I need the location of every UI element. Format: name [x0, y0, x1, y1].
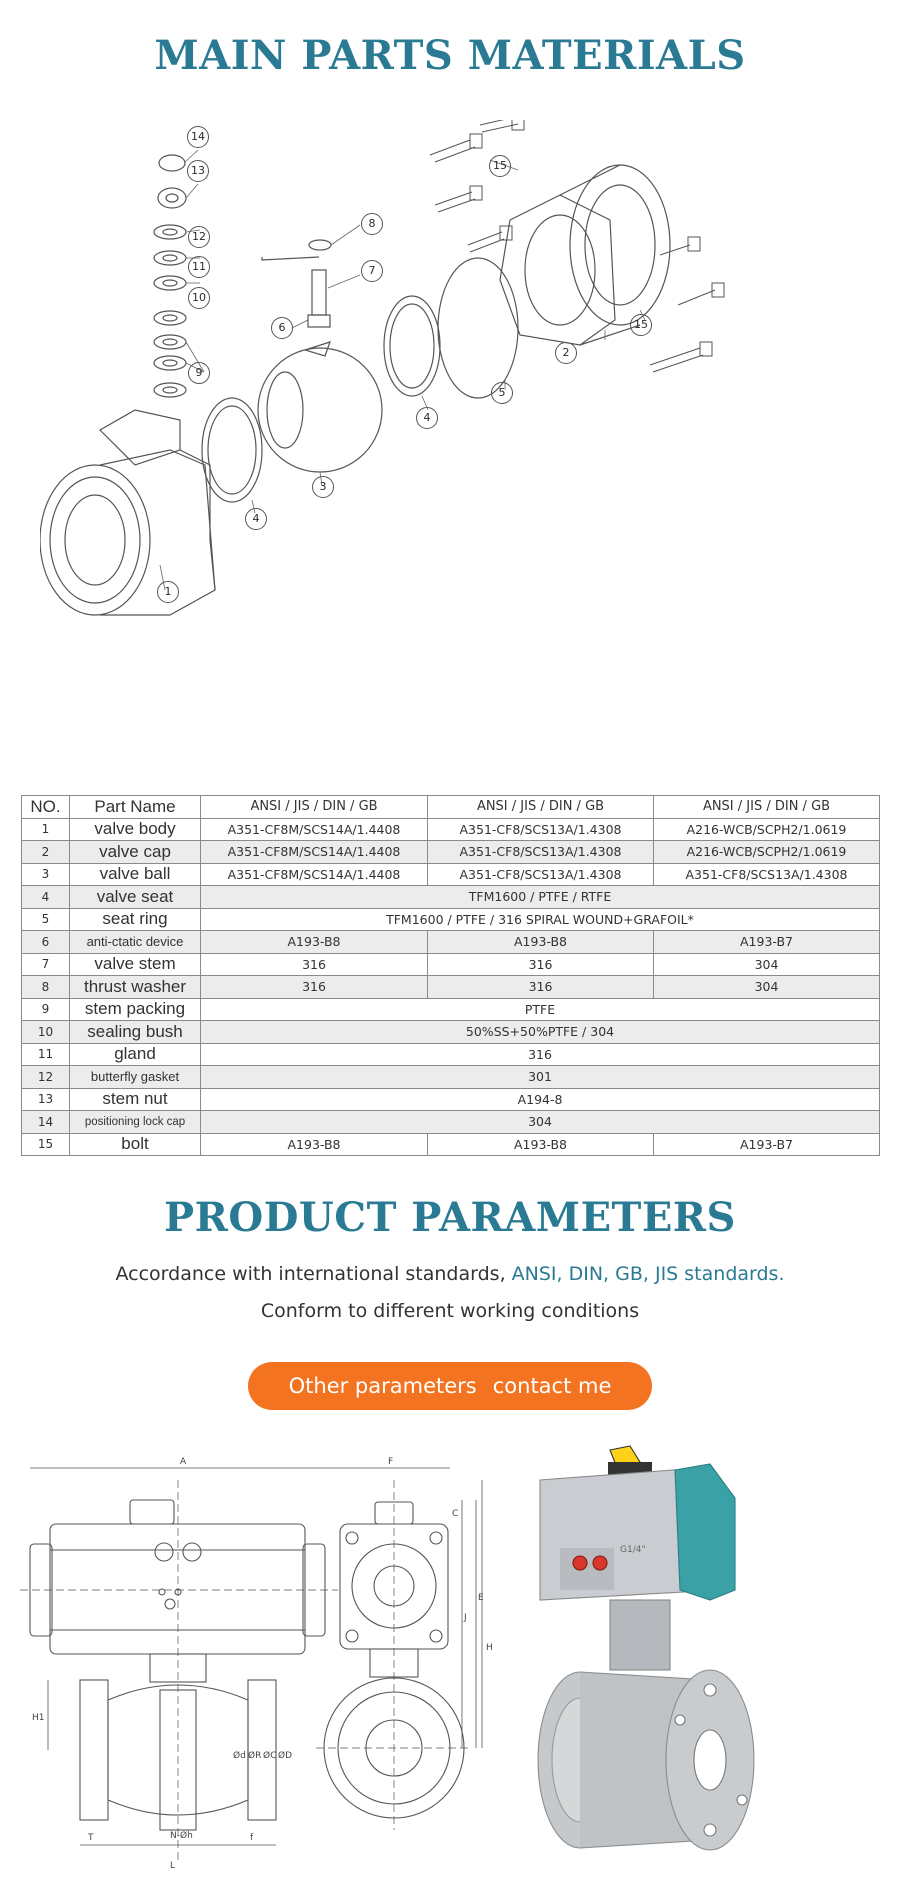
row-no: 8: [22, 976, 70, 999]
dim-side-e: E: [478, 1593, 484, 1603]
table-row: [22, 976, 880, 999]
dim-bolt-holes: N-Øh: [170, 1831, 193, 1841]
row-material: A193-B8: [428, 1133, 654, 1156]
dim-a: A: [180, 1457, 187, 1467]
row-material: TFM1600 / PTFE / 316 SPIRAL WOUND+GRAFOIL*: [201, 908, 880, 931]
row-material: 304: [654, 976, 880, 999]
dim-d: ØD: [278, 1751, 293, 1761]
side-view-drawing: [316, 1457, 493, 1830]
callout: 2: [555, 342, 577, 364]
row-material: A193-B8: [201, 931, 428, 954]
callout: 1: [157, 581, 179, 603]
washer-stack: [154, 155, 186, 397]
row-no: 3: [22, 863, 70, 886]
callout: 13: [187, 160, 209, 182]
row-material: A193-B7: [654, 931, 880, 954]
row-no: 7: [22, 953, 70, 976]
dim-h1: H1: [32, 1713, 45, 1723]
dimension-drawings: [20, 1440, 880, 1880]
row-material: A193-B8: [428, 931, 654, 954]
row-material: A216-WCB/SCPH2/1.0619: [654, 841, 880, 864]
standards-highlight: ANSI, DIN, GB, JIS standards.: [511, 1263, 785, 1285]
callout: 15: [630, 314, 652, 336]
row-material: A351-CF8/SCS13A/1.4308: [428, 818, 654, 841]
row-material: A194-8: [201, 1088, 880, 1111]
seat-right: [384, 296, 440, 396]
row-no: 6: [22, 931, 70, 954]
dim-r: ØR: [248, 1751, 262, 1761]
row-material: 50%SS+50%PTFE / 304: [201, 1021, 880, 1044]
row-part-name: bolt: [70, 1133, 201, 1156]
header-standard-1: ANSI / JIS / DIN / GB: [201, 796, 428, 819]
row-no: 11: [22, 1043, 70, 1066]
row-no: 10: [22, 1021, 70, 1044]
row-material: A193-B7: [654, 1133, 880, 1156]
product-photo: [538, 1446, 754, 1850]
row-material: PTFE: [201, 998, 880, 1021]
table-row: [22, 953, 880, 976]
dim-side-c: C: [452, 1509, 459, 1519]
row-part-name: stem packing: [70, 998, 201, 1021]
port-label: G1/4": [620, 1545, 646, 1555]
row-no: 1: [22, 818, 70, 841]
row-part-name: gland: [70, 1043, 201, 1066]
callout: 4: [416, 407, 438, 429]
row-material: 316: [201, 953, 428, 976]
conditions-line: Conform to different working conditions: [260, 1300, 640, 1322]
table-row: [22, 1066, 880, 1089]
main-parts-title: MAIN PARTS MATERIALS: [154, 32, 746, 79]
dim-l: L: [170, 1861, 176, 1871]
table-row: [22, 1043, 880, 1066]
row-material: A193-B8: [201, 1133, 428, 1156]
row-material: A351-CF8M/SCS14A/1.4408: [201, 818, 428, 841]
callout: 7: [361, 260, 383, 282]
row-part-name: valve seat: [70, 886, 201, 909]
dim-side-j: J: [464, 1613, 467, 1623]
row-material: 316: [428, 953, 654, 976]
row-part-name: thrust washer: [70, 976, 201, 999]
row-material: 316: [201, 1043, 880, 1066]
row-part-name: valve body: [70, 818, 201, 841]
callout: 14: [187, 126, 209, 148]
contact-me-button[interactable]: [248, 1362, 652, 1410]
bolts: [430, 120, 724, 372]
button-text-other-parameters: Other parameters: [288, 1374, 477, 1398]
row-material: A351-CF8/SCS13A/1.4308: [428, 841, 654, 864]
header-no: NO.: [22, 796, 70, 819]
row-no: 15: [22, 1133, 70, 1156]
dim-f: f: [250, 1833, 254, 1843]
row-no: 12: [22, 1066, 70, 1089]
row-no: 2: [22, 841, 70, 864]
row-no: 4: [22, 886, 70, 909]
row-material: TFM1600 / PTFE / RTFE: [201, 886, 880, 909]
table-row: [22, 841, 880, 864]
row-no: 5: [22, 908, 70, 931]
table-row: [22, 818, 880, 841]
row-material: 316: [201, 976, 428, 999]
dim-side-f: F: [388, 1457, 394, 1467]
row-material: 304: [654, 953, 880, 976]
row-part-name: valve cap: [70, 841, 201, 864]
table-row: [22, 931, 880, 954]
callout: 15: [489, 155, 511, 177]
row-part-name: sealing bush: [70, 1021, 201, 1044]
row-material: A351-CF8M/SCS14A/1.4408: [201, 841, 428, 864]
table-row: [22, 1021, 880, 1044]
row-material: 304: [201, 1111, 880, 1134]
row-material: A351-CF8/SCS13A/1.4308: [428, 863, 654, 886]
header-standard-3: ANSI / JIS / DIN / GB: [654, 796, 880, 819]
row-material: 301: [201, 1066, 880, 1089]
dim-t: T: [88, 1833, 94, 1843]
row-part-name: stem nut: [70, 1088, 201, 1111]
table-row: [22, 1088, 880, 1111]
callout: 12: [188, 226, 210, 248]
row-part-name: valve ball: [70, 863, 201, 886]
row-part-name: seat ring: [70, 908, 201, 931]
table-row: [22, 863, 880, 886]
callout: 9: [188, 362, 210, 384]
row-no: 9: [22, 998, 70, 1021]
standards-prefix: Accordance with international standards,: [115, 1263, 512, 1285]
row-material: 316: [428, 976, 654, 999]
exploded-view-drawing: [40, 120, 870, 730]
row-no: 14: [22, 1111, 70, 1134]
row-part-name: anti-ctatic device: [70, 931, 201, 954]
callout: 10: [188, 287, 210, 309]
row-part-name: valve stem: [70, 953, 201, 976]
seat-ring: [438, 258, 518, 398]
standards-line: [0, 1263, 900, 1285]
table-row: [22, 908, 880, 931]
table-row: [22, 1133, 880, 1156]
table-row: [22, 886, 880, 909]
row-material: A351-CF8/SCS13A/1.4308: [654, 863, 880, 886]
valve-body: [40, 410, 215, 615]
callout: 4: [245, 508, 267, 530]
valve-ball: [258, 348, 382, 472]
materials-table: [21, 795, 880, 1156]
row-no: 13: [22, 1088, 70, 1111]
callout: 3: [312, 476, 334, 498]
front-view-drawing: [20, 1457, 338, 1871]
row-part-name: butterfly gasket: [70, 1066, 201, 1089]
row-material: A351-CF8M/SCS14A/1.4408: [201, 863, 428, 886]
header-standard-2: ANSI / JIS / DIN / GB: [428, 796, 654, 819]
header-part-name: Part Name: [70, 796, 201, 819]
row-part-name: positioning lock cap: [70, 1111, 201, 1134]
dim-side-h: H: [486, 1643, 493, 1653]
callout: 8: [361, 213, 383, 235]
product-parameters-title: PRODUCT PARAMETERS: [164, 1194, 736, 1241]
table-row: [22, 1111, 880, 1134]
valve-stem: [262, 240, 331, 327]
callout: 11: [188, 256, 210, 278]
table-header-row: [22, 796, 880, 819]
button-text-contact-me: contact me: [492, 1374, 612, 1398]
dim-c: ØC: [263, 1751, 277, 1761]
dim-d-small: Ød: [233, 1751, 246, 1761]
row-material: A216-WCB/SCPH2/1.0619: [654, 818, 880, 841]
callout: 5: [491, 382, 513, 404]
callout: 6: [271, 317, 293, 339]
seat-left: [202, 398, 262, 502]
table-row: [22, 998, 880, 1021]
